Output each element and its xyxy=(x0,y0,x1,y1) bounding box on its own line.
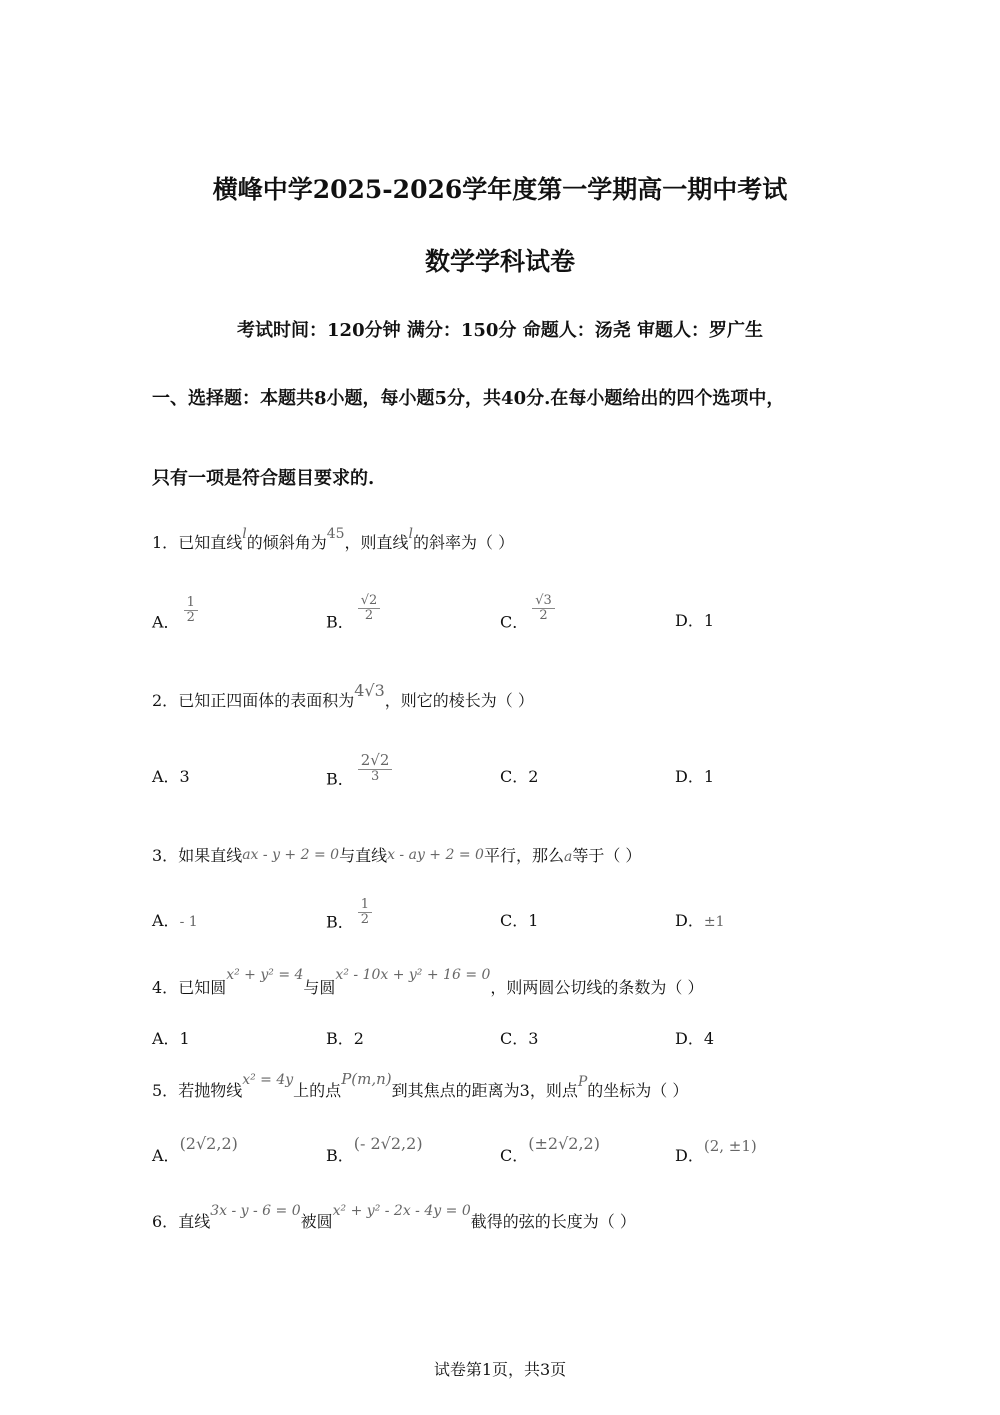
page-footer: 试卷第1页，共3页 xyxy=(433,1360,567,1379)
fraction: $\frac{√2}{2}$ xyxy=(358,594,381,624)
q1-option-c: C． $\frac{√3}{2}$ xyxy=(500,608,555,638)
q3-option-a: A．- 1 xyxy=(152,911,198,930)
q5-option-b: B．(- 2√2,2) xyxy=(326,1134,423,1165)
question-3: 3．如果直线ax - y + 2 = 0与直线x - ay + 2 = 0平行，那么a等于（ ） xyxy=(152,846,642,865)
q3-option-b: B． $\frac{1}{2}$ xyxy=(326,908,372,938)
q3-option-d: D．±1 xyxy=(675,911,725,930)
question-4: 4．已知圆x² + y² = 4与圆x² - 10x + y² + 16 = 0，则两圆公切线的条数为（ ） xyxy=(152,967,704,997)
q4-option-d: D．4 xyxy=(675,1029,715,1048)
q4-option-b: B．2 xyxy=(326,1029,364,1048)
q5-option-c: C．(±2√2,2) xyxy=(500,1134,600,1165)
fraction: $\frac{1}{2}$ xyxy=(184,596,198,626)
question-6: 6．直线3x - y - 6 = 0被圆x² + y² - 2x - 4y = 0截得的弦的长度为（ ） xyxy=(152,1203,636,1231)
q4-option-a: A．1 xyxy=(152,1029,190,1048)
exam-title: 横峰中学2025-2026学年度第一学期高一期中考试 xyxy=(212,175,788,204)
question-1: 1．已知直线l的倾斜角为45，则直线l的斜率为（ ） xyxy=(152,526,515,552)
fraction: $\frac{1}{2}$ xyxy=(358,898,372,928)
q4-option-c: C．3 xyxy=(500,1029,539,1048)
question-2: 2．已知正四面体的表面积为4√3，则它的棱长为（ ） xyxy=(152,681,534,710)
q2-option-b: B． $\frac{2√2}{3}$ xyxy=(326,764,392,796)
fraction: $\frac{2√2}{3}$ xyxy=(358,752,393,784)
exam-info: 考试时间：120分钟 满分：150分 命题人：汤尧 审题人：罗广生 xyxy=(237,320,763,341)
q1-option-a: A． $\frac{1}{2}$ xyxy=(152,608,198,638)
q2-option-c: C．2 xyxy=(500,767,539,786)
section-heading-cont: 只有一项是符合题目要求的. xyxy=(152,468,375,489)
section-heading: 一、选择题：本题共8小题，每小题5分，共40分.在每小题给出的四个选项中， xyxy=(152,388,785,409)
q2-option-d: D．1 xyxy=(675,767,715,786)
fraction: $\frac{√3}{2}$ xyxy=(532,594,555,624)
q5-option-a: A．(2√2,2) xyxy=(152,1134,238,1165)
question-5: 5．若抛物线x² = 4y上的点P(m,n)到其焦点的距离为3，则点P的坐标为（ ） xyxy=(152,1070,689,1100)
q2-option-a: A．3 xyxy=(152,767,190,786)
q5-option-d: D．(2, ±1) xyxy=(675,1137,757,1165)
q1-option-b: B． $\frac{√2}{2}$ xyxy=(326,608,380,638)
q1-option-d: D．1 xyxy=(675,611,715,630)
exam-subtitle: 数学学科试卷 xyxy=(424,247,575,276)
q3-option-c: C．1 xyxy=(500,911,539,930)
